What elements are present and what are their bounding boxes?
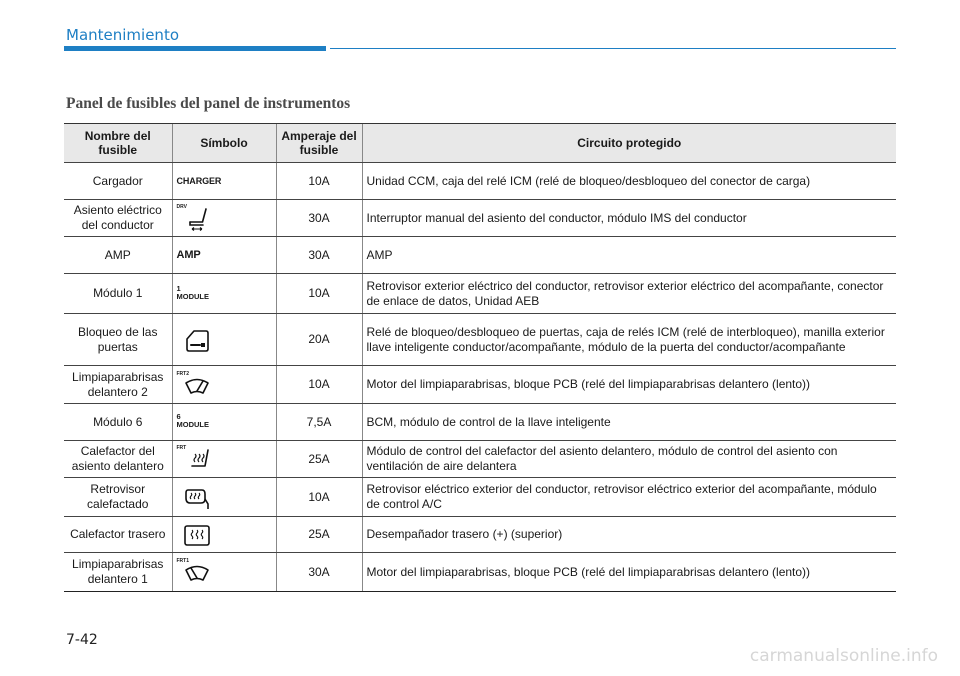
- fuse-amp: 10A: [276, 274, 362, 314]
- fuse-name: Módulo 1: [64, 274, 172, 314]
- symbol-num: 1: [176, 283, 181, 293]
- fuse-name: Limpiaparabrisas delantero 1: [64, 553, 172, 592]
- fuse-circuit: BCM, módulo de control de la llave inteligente: [362, 404, 896, 441]
- fuse-name: Bloqueo de las puertas: [64, 314, 172, 366]
- fuse-name: AMP: [64, 237, 172, 274]
- fuse-symbol: [172, 200, 276, 237]
- fuse-circuit: Retrovisor exterior eléctrico del conductor, retrovisor exterior eléctrico del acompañante, conector de enlace de datos, Unidad AEB: [362, 274, 896, 314]
- table-row: [64, 274, 896, 314]
- fuse-symbol: [172, 163, 276, 200]
- symbol-num: 6: [176, 412, 181, 421]
- symbol-text: AMP: [176, 249, 201, 261]
- fuse-table: [64, 123, 896, 592]
- wiper-icon: [177, 557, 217, 587]
- fuse-amp: 30A: [276, 237, 362, 274]
- symbol-sub: FRT: [176, 445, 187, 451]
- symbol-module: [177, 413, 210, 429]
- wiper-icon: [177, 370, 217, 400]
- watermark: carmanualsonline.info: [749, 646, 938, 666]
- fuse-circuit: Relé de bloqueo/desbloqueo de puertas, caja de relés ICM (relé de interbloqueo), manilla exterior llave inteligente conductor/acompañante, módulo de la puerta del conductor/acompañante: [362, 314, 896, 366]
- fuse-symbol: [172, 366, 276, 404]
- fuse-circuit: Interruptor manual del asiento del conductor, módulo IMS del conductor: [362, 200, 896, 237]
- door-lock-icon: [177, 325, 217, 355]
- mirror-heater-icon: [177, 482, 217, 512]
- fuse-amp: 20A: [276, 314, 362, 366]
- symbol-sub: FRT2: [176, 370, 189, 377]
- symbol-sub: FRT1: [176, 558, 189, 564]
- fuse-symbol: [172, 553, 276, 592]
- table-row: [64, 404, 896, 441]
- fuse-name: Limpiaparabrisas delantero 2: [64, 366, 172, 404]
- table-row: [64, 517, 896, 553]
- fuse-circuit: Desempañador trasero (+) (superior): [362, 517, 896, 553]
- fuse-name: Asiento eléctrico del conductor: [64, 200, 172, 237]
- symbol-text: MODULE: [176, 291, 209, 301]
- fuse-name: Calefactor del asiento delantero: [64, 441, 172, 478]
- symbol-text: CHARGER: [176, 176, 222, 186]
- fuse-circuit: Retrovisor eléctrico exterior del conductor, retrovisor eléctrico exterior del acompañante, módulo de control A/C: [362, 478, 896, 517]
- table-row: [64, 478, 896, 517]
- fuse-symbol: [172, 237, 276, 274]
- power-seat-icon: [177, 203, 217, 233]
- table-row: [64, 237, 896, 274]
- table-row: [64, 314, 896, 366]
- col-header-circuit: Circuito protegido: [362, 124, 896, 163]
- rear-defroster-icon: [177, 520, 217, 550]
- fuse-symbol: [172, 517, 276, 553]
- fuse-amp: 7,5A: [276, 404, 362, 441]
- table-row: [64, 553, 896, 592]
- fuse-circuit: AMP: [362, 237, 896, 274]
- fuse-symbol: [172, 441, 276, 478]
- fuse-circuit: Unidad CCM, caja del relé ICM (relé de bloqueo/desbloqueo del conector de carga): [362, 163, 896, 200]
- symbol-module: [177, 285, 210, 301]
- table-row: [64, 441, 896, 478]
- fuse-amp: 30A: [276, 200, 362, 237]
- fuse-amp: 25A: [276, 517, 362, 553]
- fuse-amp: 10A: [276, 163, 362, 200]
- fuse-name: Retrovisor calefactado: [64, 478, 172, 517]
- fuse-symbol: [172, 478, 276, 517]
- section-header: Mantenimiento: [66, 26, 179, 44]
- fuse-name: Cargador: [64, 163, 172, 200]
- page-title: Panel de fusibles del panel de instrumentos: [66, 95, 351, 112]
- fuse-amp: 10A: [276, 366, 362, 404]
- header-rule: [330, 48, 896, 49]
- fuse-circuit: Motor del limpiaparabrisas, bloque PCB (relé del limpiaparabrisas delantero (lento)): [362, 366, 896, 404]
- table-row: [64, 163, 896, 200]
- table-row: [64, 200, 896, 237]
- fuse-symbol: [172, 314, 276, 366]
- fuse-circuit: Motor del limpiaparabrisas, bloque PCB (relé del limpiaparabrisas delantero (lento)): [362, 553, 896, 592]
- fuse-symbol: [172, 274, 276, 314]
- fuse-name: Calefactor trasero: [64, 517, 172, 553]
- fuse-amp: 10A: [276, 478, 362, 517]
- symbol-text: MODULE: [176, 420, 209, 429]
- seat-heater-icon: [177, 444, 217, 474]
- page-number: 7-42: [66, 632, 98, 648]
- col-header-symbol: Símbolo: [172, 124, 276, 163]
- fuse-amp: 30A: [276, 553, 362, 592]
- fuse-circuit: Módulo de control del calefactor del asiento delantero, módulo de control del asiento con ventilación de aire delantera: [362, 441, 896, 478]
- symbol-sub: DRV: [176, 204, 187, 210]
- table-row: [64, 366, 896, 404]
- col-header-amp: Amperaje del fusible: [276, 124, 362, 163]
- fuse-symbol: [172, 404, 276, 441]
- fuse-amp: 25A: [276, 441, 362, 478]
- fuse-name: Módulo 6: [64, 404, 172, 441]
- header-bar-thick: [64, 46, 326, 51]
- col-header-name: Nombre del fusible: [64, 124, 172, 163]
- table-header-row: [64, 124, 896, 163]
